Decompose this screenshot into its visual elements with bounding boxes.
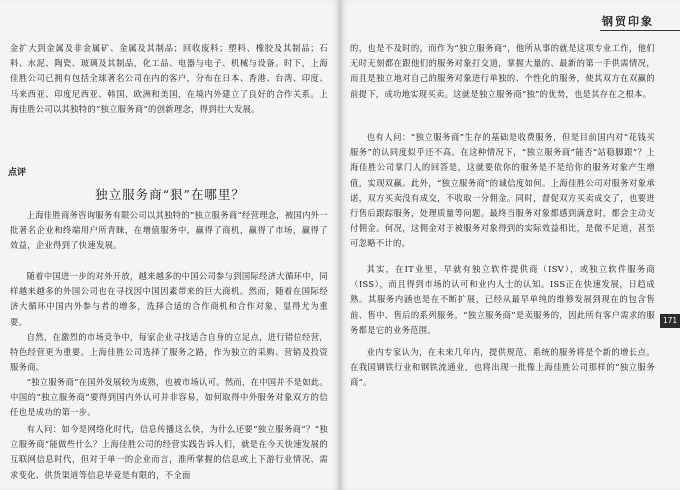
article-title: 独立服务商“狠”在哪里？ — [95, 187, 245, 202]
article-paragraph: 的，也是不及时的，而作为“独立服务商”，他所从事的就是这项专业工作，他们无时无刻都在跟他们的服务对象打交道，掌握大量的、最新的第一手供需情况，而且是独立地对自己的服务对象进行单独的、个性化的服务，使其双方在双赢的前提下，成功地实现买卖。这就是独立服务商“独”的优势，也是其存在之根本。 — [350, 43, 655, 99]
article-paragraph: 自然，在激烈的市场竞争中，每家企业寻找适合自身的立足点，进行错位经营，特色经营更为重要。上海佳胜公司选择了服务之路，作为独立的采购、营销及投资服务商。 — [10, 332, 328, 373]
article-paragraph: “独立服务商”在国外发展较为成熟，也被市场认可。然而，在中国并不是如此。中国的“独立服务商”要得到国内外认可并非容易，如何取得中外服务对象双方的信任也是成功的第一步。 — [10, 377, 328, 418]
running-header-title: 钢贸印象 — [602, 15, 654, 28]
article-paragraph: 随着中国进一步的对外开放，越来越多的中国公司参与到国际经济大循环中，同样越来越多的外国公司也在寻找因中国因素带来的巨大商机。然而，随着在国际经济大循环中国内外参与者的增多，选择合适的合作商机和合作对象，显得尤为重要。 — [10, 271, 328, 327]
page-number-tab: 171 — [660, 314, 680, 328]
section-label: 点评 — [8, 168, 27, 178]
article-paragraph: 其实，在IT业里，早就有独立软件提供商（ISV），或独立软件服务商（ISS），而且得到市场的认可和业内人士的认知。ISS正在快速发展，日趋成熟。其服务内涵也是在不断扩展，已经从最早单纯的维修发展到现在的包含售前、售中、售后的系列服务。“独立服务商”是卖服务的，因此所有客户需求的服务都是它的业务范围。 — [350, 264, 655, 335]
article-paragraph: 有人问：如今是网络化时代，信息传播这么快，为什么还要“独立服务商”？“独立服务商”能做些什么？上海佳胜公司的经营实践告诉人们，就是在今天快速发展的互联网信息时代，但对于单一的企业而言，准所掌握的信息或上下游行业情况、需求变化、供货渠道等信息毕竟是有限的，不全面 — [10, 424, 328, 480]
article-paragraph: 上海佳胜商务咨询服务有限公司以其独特的“独立服务商”经营理念，被国内外一批著名企业和终端用户所青睐，在增值服务中，赢得了商机，赢得了市场，赢得了效益，企业得到了快速发展。 — [10, 210, 328, 251]
header-rule — [600, 30, 680, 31]
intro-paragraph: 金扩大到金属及非金属矿、金属及其制品；回收废料；塑料、橡胶及其制品；石料、水泥、陶瓷、玻璃及其制品，化工品、电器与电子、机械与设备。时下，上海佳胜公司已拥有包括全球著名公司在内的客户，分布在日本、香港、台湾、印度、马来西亚、印度尼西亚、韩国、欧洲和美国，在境内外建立了良好的合作关系。上海佳胜公司以其独特的“独立服务商”的创新理念，得到壮大发展。 — [10, 43, 328, 114]
article-paragraph: 业内专家认为，在未来几年内，提供规范、系统的服务将是个新的增长点。在我国钢铁行业和钢铁流通业，也将出现一批像上海佳胜公司那样的“独立服务商”。 — [350, 347, 655, 388]
article-paragraph: 也有人问：“独立服务商”生存的基础是收费服务，但是目前国内对“花钱买服务”的认同度似乎还不高。在这种情况下，“独立服务商”能否“站稳脚跟”？上海佳胜公司掌门人的回答是，这就要依你的服务是不是给你的服务对象产生增值，实现双赢。此外，“独立服务商”的诚信度如何。上海佳胜公司对服务对象承诺，双方买卖没有成交，不收取一分佣金。同时，督促双方买卖成交了，也要进行售后跟踪服务，处理质量等问题。最终当服务对象都感到满意时，都会主动支付佣金。何况，这佣金对于被服务对象得到的实际效益相比，是微不足道，甚至可忽略不计的。 — [350, 132, 655, 249]
